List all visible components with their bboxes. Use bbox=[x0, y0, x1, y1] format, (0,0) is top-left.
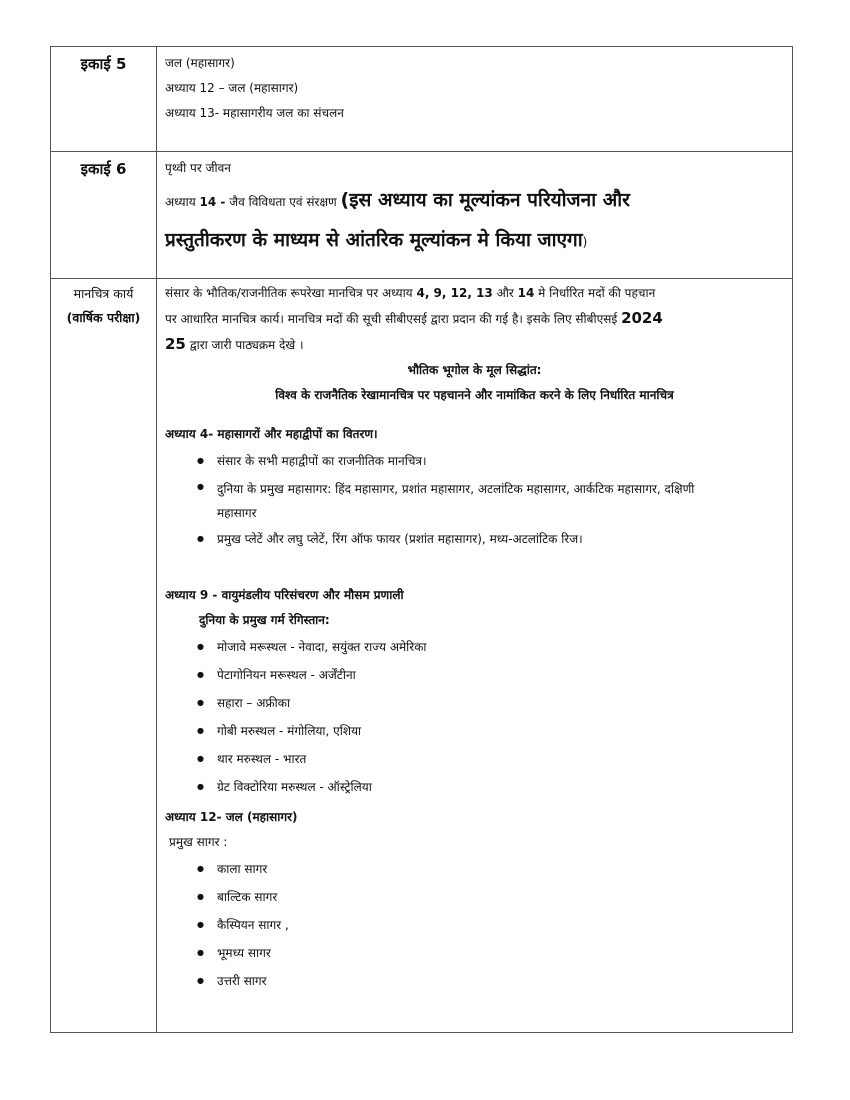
session-year: 25 bbox=[165, 335, 186, 353]
intro-text: और bbox=[492, 286, 518, 300]
chapter12-title bbox=[165, 805, 784, 830]
list-item: ● पेटागोनियन मरूस्थल - अर्जेंटीना bbox=[197, 661, 784, 689]
intro-text: पर आधारित मानचित्र कार्य। मानचित्र मदों की सूची सीबीएसई द्वारा प्रदान की गई है। इसके लिए सीबीएसई bbox=[165, 312, 622, 326]
list-item: ● संसार के सभी महाद्वीपों का राजनीतिक मानचित्र। bbox=[197, 447, 717, 475]
assessment-note-line bbox=[165, 221, 784, 262]
unit5-line: अध्याय 13- महासागरीय जल का संचलन bbox=[165, 106, 344, 120]
unit5-line: अध्याय 12 – जल (महासागर) bbox=[165, 81, 299, 95]
chapter12-subtitle: प्रमुख सागर : bbox=[169, 835, 228, 849]
list-item: ● प्रमुख प्लेटें और लघु प्लेटें, रिंग ऑफ फायर (प्रशांत महासागर), मध्य-अटलांटिक रिज। bbox=[197, 525, 717, 553]
chapter4-list bbox=[165, 447, 717, 553]
chapter-numbers: 4, 9, 12, 13 bbox=[416, 286, 493, 300]
chapter14-prefix: अध्याय bbox=[165, 195, 200, 209]
intro-text: संसार के भौतिक/राजनीतिक रूपरेखा मानचित्र पर अध्याय bbox=[165, 286, 417, 300]
list-item: ● उत्तरी सागर bbox=[197, 967, 784, 995]
chapter14-text: जैव विविधता एवं संरक्षण bbox=[225, 195, 341, 209]
chapter-number: 14 bbox=[517, 286, 535, 300]
unit5-row bbox=[51, 47, 792, 152]
map-work-label: मानचित्र कार्य bbox=[73, 286, 134, 301]
list-item: ● थार मरुस्थल - भारत bbox=[197, 745, 784, 773]
intro-text: द्वारा जारी पाठ्यक्रम देखे । bbox=[185, 338, 304, 352]
chapter-title-text: अध्याय 4- महासागरों और महाद्वीपों का वितरण। bbox=[165, 427, 378, 441]
section-heading bbox=[165, 358, 784, 383]
map-work-label-cell bbox=[51, 279, 157, 1032]
unit6-content-cell bbox=[157, 152, 792, 278]
section-subheading bbox=[165, 383, 784, 408]
list-item: ● दुनिया के प्रमुख महासागर: हिंद महासागर, प्रशांत महासागर, अटलांटिक महासागर, आर्कटिक महासागर, दक्षिणी महासागर bbox=[197, 475, 717, 525]
map-intro-line bbox=[165, 306, 784, 332]
unit6-row bbox=[51, 152, 792, 279]
session-year: 2024 bbox=[621, 309, 663, 327]
chapter9-list bbox=[165, 633, 784, 801]
unit5-line: जल (महासागर) bbox=[165, 56, 235, 70]
syllabus-table bbox=[50, 46, 793, 1033]
heading-text: भौतिक भूगोल के मूल सिद्धांत: bbox=[407, 363, 542, 377]
chapter14-number: 14 - bbox=[199, 195, 226, 209]
map-work-content-cell bbox=[157, 279, 792, 1032]
chapter-title-text: अध्याय 12- bbox=[165, 810, 222, 824]
chapter9-subtitle bbox=[165, 608, 784, 633]
unit5-label: इकाई 5 bbox=[80, 55, 127, 73]
unit5-content-cell bbox=[157, 47, 792, 151]
assessment-note-close: ) bbox=[582, 235, 588, 249]
list-item: ● ग्रेट विक्टोरिया मरुस्थल - ऑस्ट्रेलिया bbox=[197, 773, 784, 801]
heading-text: विश्व के राजनैतिक रेखामानचित्र पर पहचानने और नामांकित करने के लिए निर्धारित मानचित्र bbox=[275, 388, 674, 402]
chapter4-title bbox=[165, 422, 784, 447]
chapter12-list bbox=[165, 855, 784, 995]
chapter9-title bbox=[165, 583, 784, 608]
map-work-sublabel: (वार्षिक परीक्षा) bbox=[66, 310, 141, 325]
assessment-note-2: प्रस्तुतीकरण के माध्यम से आंतरिक मूल्यांकन मे किया जाएगा bbox=[165, 229, 583, 251]
chapter-title-text: अध्याय 9 - वायुमंडलीय परिसंचरण और मौसम प्रणाली bbox=[165, 588, 404, 602]
map-intro-line bbox=[165, 332, 784, 358]
list-item: ● सहारा – अफ्रीका bbox=[197, 689, 784, 717]
subtitle-text: दुनिया के प्रमुख गर्म रेगिस्तान: bbox=[199, 613, 330, 627]
unit6-label: इकाई 6 bbox=[80, 160, 127, 178]
map-work-row bbox=[51, 279, 792, 1032]
unit6-title: पृथ्वी पर जीवन bbox=[165, 161, 231, 175]
list-item: ● गोबी मरुस्थल - मंगोलिया, एशिया bbox=[197, 717, 784, 745]
chapter-title-text: जल (महासागर) bbox=[221, 810, 298, 824]
unit6-label-cell bbox=[51, 152, 157, 278]
assessment-note-1: (इस अध्याय का मूल्यांकन परियोजना और bbox=[340, 189, 630, 211]
list-item: ● कैस्पियन सागर , bbox=[197, 911, 784, 939]
list-item: ● भूमध्य सागर bbox=[197, 939, 784, 967]
intro-text: मे निर्धारित मदों की पहचान bbox=[534, 286, 656, 300]
chapter14-line bbox=[165, 181, 784, 221]
list-item: ● बाल्टिक सागर bbox=[197, 883, 784, 911]
unit5-label-cell bbox=[51, 47, 157, 151]
map-intro-line bbox=[165, 281, 784, 306]
list-item: ● मोजावे मरूस्थल - नेवादा, सयुंक्त राज्य अमेरिका bbox=[197, 633, 784, 661]
list-item: ● काला सागर bbox=[197, 855, 784, 883]
